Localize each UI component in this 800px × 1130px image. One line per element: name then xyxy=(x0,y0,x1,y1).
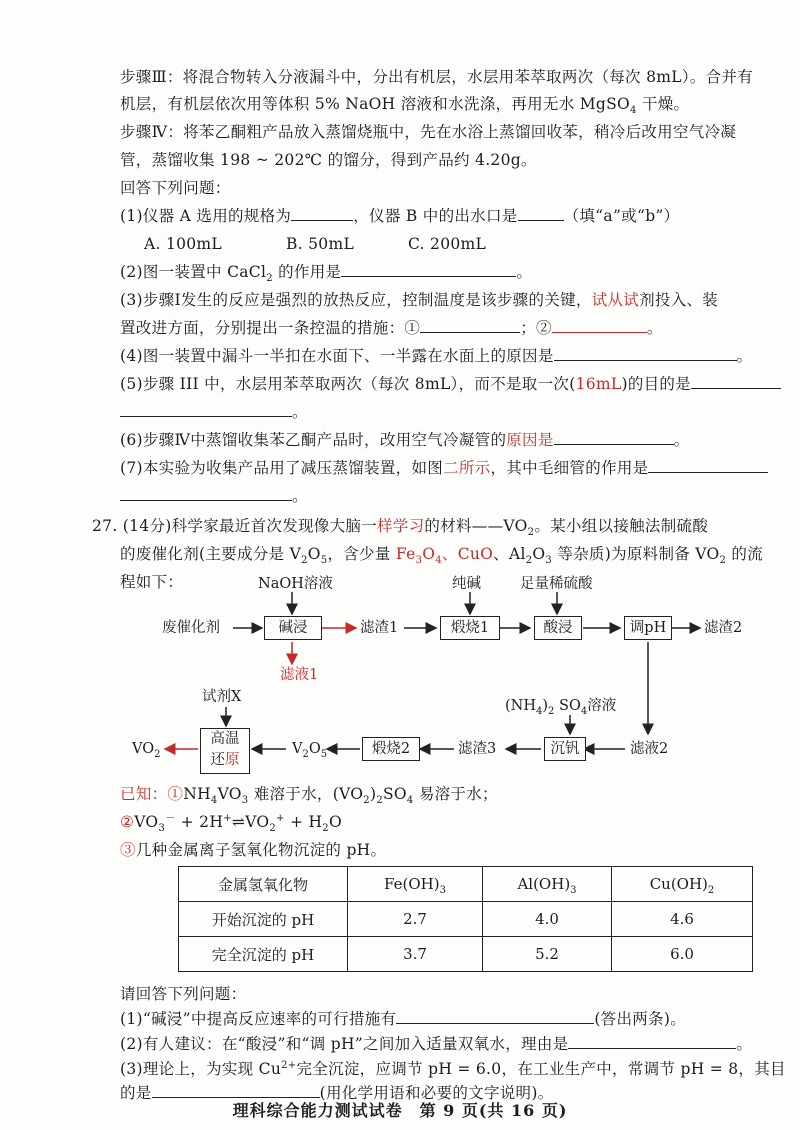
flow-box-adjust-ph: 调pH xyxy=(624,616,672,640)
flow-label-filtrate-1: 滤液1 xyxy=(280,667,319,683)
flow-label-vo2: $VO_2$ xyxy=(132,741,161,760)
answer-blank[interactable] xyxy=(568,1034,736,1049)
question-27-3-line2: 的是 (用化学用语和必要的文字说明)。 xyxy=(120,1084,554,1102)
question-2: (2)图一装置中 CaCl$_2$ 的作用是 。 xyxy=(120,263,533,285)
question-3-line2: 置改进方面，分别提出一条控温的措施：① ；② 。 xyxy=(120,319,663,337)
question-6: (6)步骤Ⅳ中蒸馏收集苯乙酮产品时，改用空气冷凝管的原因是 。 xyxy=(120,431,690,449)
flow-label-ammonium-sulfate: $(NH_4)_2$ $SO_4$溶液 xyxy=(505,698,617,717)
table-cell: 4.6 xyxy=(612,902,753,937)
flow-box-alkali-leach: 碱浸 xyxy=(264,616,322,640)
step4-line2: 管，蒸馏收集 198 ~ 202℃ 的馏分，得到产品约 4.20g。 xyxy=(120,151,537,169)
flow-label-residue-3: 滤渣3 xyxy=(458,741,497,757)
problem-27-line2: 的废催化剂(主要成分是 $V_2O_5$，含少量 $Fe_3O_4$、CuO、$Al_2O_3$ 等杂质)为原料制备 $VO_2$ 的流 xyxy=(120,545,764,567)
step4-line1: 步骤Ⅳ：将苯乙酮粗产品放入蒸馏烧瓶中，先在水浴上蒸馏回收苯，稍冷后改用空气冷凝 xyxy=(120,123,737,141)
flow-label-reagent-x: 试剂X xyxy=(202,689,242,705)
table-cell: 完全沉淀的 pH xyxy=(179,937,348,972)
flow-label-v2o5: $V_2O_5$ xyxy=(292,741,328,760)
table-row xyxy=(179,937,753,972)
flow-box-calcine-2: 煅烧2 xyxy=(362,737,420,761)
table-header-cell: 金属氢氧化物 xyxy=(179,867,348,902)
question-1-option-c: C. 200mL xyxy=(408,235,487,253)
question-3-line1: (3)步骤Ⅰ发生的反应是强烈的放热反应，控制温度是该步骤的关键，试从试剂投入、装 xyxy=(120,291,719,309)
table-cell: 3.7 xyxy=(348,937,483,972)
flow-label-waste-catalyst: 废催化剂 xyxy=(162,620,220,636)
flow-label-acid: 足量稀硫酸 xyxy=(520,576,593,592)
known-2: $②VO_3^-$ + $2H^+\rightleftharpoons VO_2^+ + H_2O$ xyxy=(120,812,342,835)
question-27-3-line1: (3)理论上，为实现 $Cu^{2+}$完全沉淀，应调节 pH = 6.0，在工业生产中，常调节 pH = 8，其目 xyxy=(120,1059,786,1078)
question-1-option-a: A. 100mL xyxy=(144,235,223,253)
step3-line2: 机层，有机层依次用等体积 5% NaOH 溶液和水洗涤，再用无水 MgSO$_4$ 干燥。 xyxy=(120,95,690,117)
table-cell: 2.7 xyxy=(348,902,483,937)
problem-27-line1: 27. (14分)科学家最近首次发现像大脑一样学习的材料$——VO_2$。某小组以接触法制硫酸 xyxy=(92,517,709,539)
table-cell: 4.0 xyxy=(483,902,612,937)
answer-prompt: 回答下列问题： xyxy=(120,179,231,197)
question-7-line1: (7)本实验为收集产品用了减压蒸馏装置，如图二所示，其中毛细管的作用是 xyxy=(120,457,768,479)
known-1: 已知：$①NH_4VO_3$ 难溶于水，$(VO_2)_2SO_4$ 易溶于水； xyxy=(120,785,498,807)
question-5-line2: 。 xyxy=(120,401,308,423)
flow-label-naoh: NaOH溶液 xyxy=(258,576,333,592)
table-header-cell: $Al(OH)_3$ xyxy=(483,867,612,902)
flow-label-filtrate-2: 滤液2 xyxy=(630,741,669,757)
table-cell: 6.0 xyxy=(612,937,753,972)
question-4: (4)图一装置中漏斗一半扣在水面下、一半露在水面上的原因是 。 xyxy=(120,347,753,365)
table-header-cell: $Fe(OH)_3$ xyxy=(348,867,483,902)
problem-27-line3: 程如下： xyxy=(120,573,184,591)
table-header-cell: $Cu(OH)_2$ xyxy=(612,867,753,902)
flow-label-soda: 纯碱 xyxy=(452,576,481,592)
known-3: ③几种金属离子氢氧化物沉淀的 pH。 xyxy=(120,841,387,859)
question-5-line1: (5)步骤 III 中，水层用苯萃取两次（每次 8mL），而不是取一次(16mL)的目的是 xyxy=(120,373,781,395)
question-1: (1)仪器 A 选用的规格为 ，仪器 B 中的出水口是 （填“a”或“b”） xyxy=(120,207,680,225)
flow-box-calcine-1: 煅烧1 xyxy=(440,616,500,640)
flow-label-residue-1: 滤渣1 xyxy=(360,620,399,636)
table-row xyxy=(179,902,753,937)
question-1-option-b: B. 50mL xyxy=(286,235,355,253)
page-footer: 理科综合能力测试试卷 第 9 页(共 16 页) xyxy=(232,1101,568,1120)
flow-label-residue-2: 滤渣2 xyxy=(704,620,743,636)
table-cell: 开始沉淀的 pH xyxy=(179,902,348,937)
question-27-2: (2)有人建议：在“酸浸”和“调 pH”之间加入适量双氧水，理由是 。 xyxy=(120,1035,753,1053)
flow-box-high-temp-reduction: 高温 还原 xyxy=(200,728,250,774)
question-27-1: (1)“碱浸”中提高反应速率的可行措施有 (答出两条)。 xyxy=(120,1010,687,1028)
answer-blank[interactable] xyxy=(152,1083,320,1098)
table-row xyxy=(179,867,753,902)
table-cell: 5.2 xyxy=(483,937,612,972)
step3-line1: 步骤Ⅲ：将混合物转入分液漏斗中，分出有机层，水层用苯萃取两次（每次 8mL）。合并有 xyxy=(120,68,754,86)
answer-prompt-2: 请回答下列问题： xyxy=(120,985,247,1003)
flow-box-vanadium-precipitation: 沉钒 xyxy=(544,737,586,761)
answer-blank[interactable] xyxy=(396,1009,594,1024)
flow-box-acid-leach: 酸浸 xyxy=(534,616,582,640)
question-7-line2: 。 xyxy=(120,485,308,507)
ph-table xyxy=(178,866,753,972)
